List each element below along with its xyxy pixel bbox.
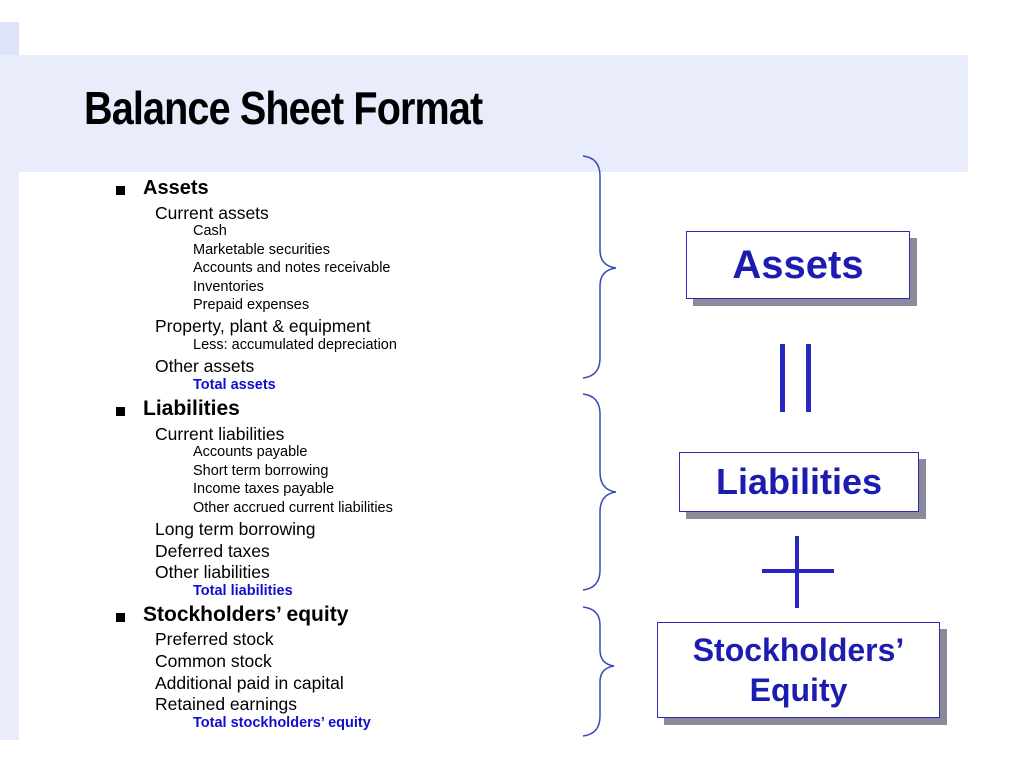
liabilities-box [679, 452, 919, 512]
equals-sign-icon [770, 340, 826, 418]
item-short-term-borrowing: Short term borrowing [193, 463, 329, 479]
heading-equity: Stockholders’ equity [143, 603, 349, 626]
equity-box-line1: Stockholders’ [692, 632, 905, 668]
item-ppe: Property, plant & equipment [155, 316, 371, 336]
item-deferred-taxes: Deferred taxes [155, 541, 270, 561]
item-accounts-payable: Accounts payable [193, 444, 308, 460]
item-common-stock: Common stock [155, 651, 272, 671]
item-accumulated-depreciation: Less: accumulated depreciation [193, 337, 397, 353]
plus-sign-icon [760, 534, 836, 610]
item-current-assets: Current assets [155, 203, 269, 223]
slide-title: Balance Sheet Format [84, 82, 483, 134]
item-inventories: Inventories [193, 279, 264, 295]
item-total-liabilities: Total liabilities [193, 583, 293, 599]
assets-box [686, 231, 910, 299]
item-total-assets: Total assets [193, 377, 276, 393]
item-current-liabilities: Current liabilities [155, 424, 285, 444]
liabilities-box-label: Liabilities [715, 461, 883, 502]
item-preferred-stock: Preferred stock [155, 629, 274, 649]
item-total-equity: Total stockholders’ equity [193, 715, 371, 731]
item-other-assets: Other assets [155, 356, 255, 376]
item-marketable-securities: Marketable securities [193, 242, 330, 258]
assets-box-label: Assets [732, 242, 864, 287]
heading-assets: Assets [143, 177, 209, 199]
heading-liabilities: Liabilities [143, 397, 240, 420]
brace-liabilities [583, 394, 616, 590]
equity-box-line2: Equity [749, 672, 848, 708]
item-other-liabilities: Other liabilities [155, 562, 270, 582]
brace-assets [583, 156, 616, 378]
item-cash: Cash [193, 223, 227, 239]
item-income-taxes-payable: Income taxes payable [193, 481, 335, 497]
item-other-accrued: Other accrued current liabilities [193, 500, 393, 516]
item-accounts-notes-receivable: Accounts and notes receivable [193, 260, 391, 276]
item-retained-earnings: Retained earnings [155, 694, 298, 714]
equity-box [657, 622, 940, 718]
item-long-term-borrowing: Long term borrowing [155, 519, 316, 539]
item-prepaid-expenses: Prepaid expenses [193, 297, 310, 313]
brace-equity [583, 607, 614, 736]
item-additional-paid-in: Additional paid in capital [155, 673, 344, 693]
